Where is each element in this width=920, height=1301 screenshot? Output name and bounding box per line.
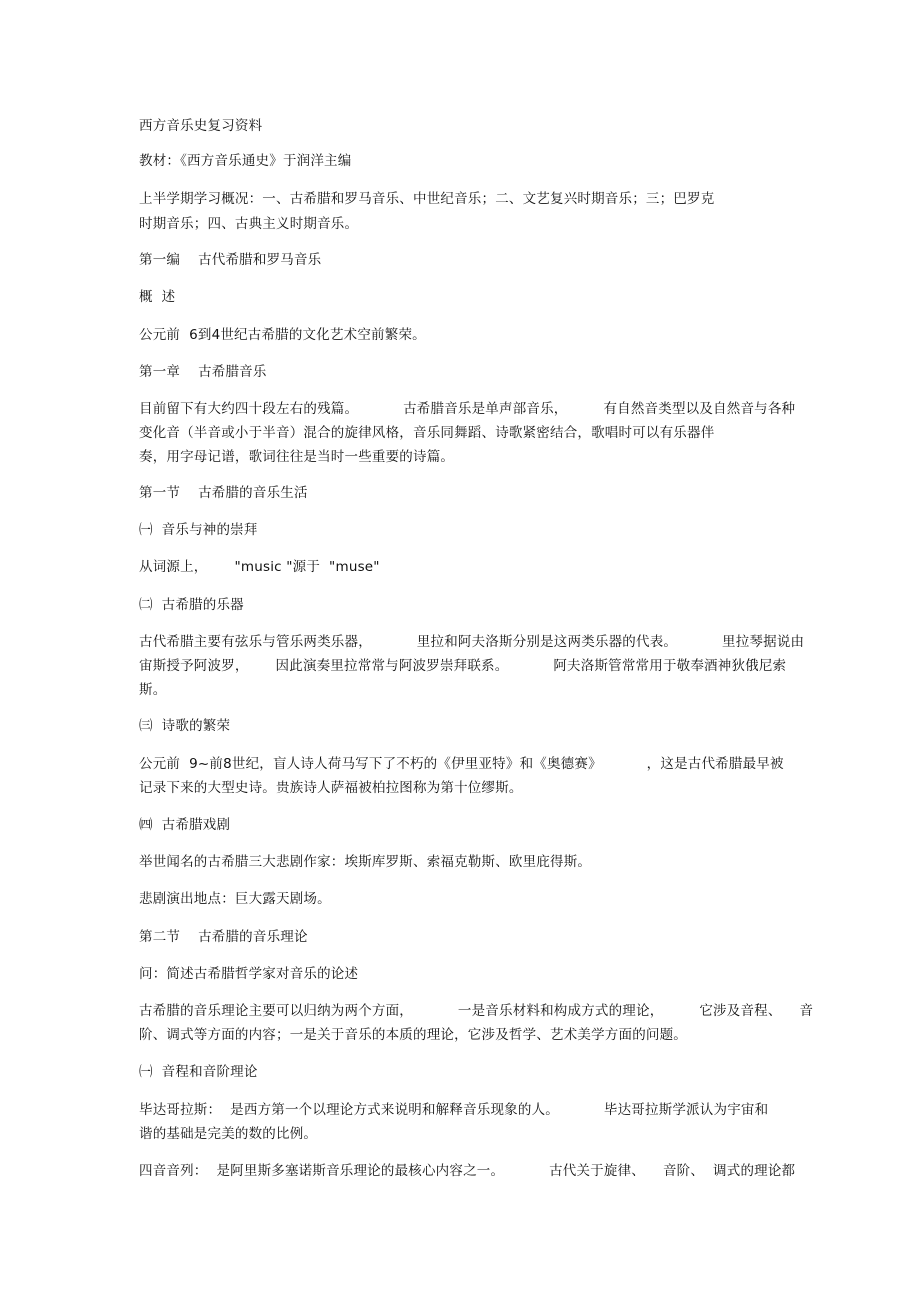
chapter1-line-3: 奏，用字母记谱，歌词往往是当时一些重要的诗篇。 bbox=[139, 449, 455, 465]
sub2-line-3: 斯。 bbox=[139, 682, 167, 698]
textbook-line: 教材：《西方音乐通史》于润洋主编 bbox=[139, 153, 352, 169]
summary-text: 公元前 6到4世纪古希腊的文化艺术空前繁荣。 bbox=[139, 327, 426, 343]
pythagoras-line-1: 毕达哥拉斯： 是西方第一个以理论方式来说明和解释音乐现象的人。 毕达哥拉斯学派认为宇宙和 bbox=[139, 1102, 769, 1118]
pythagoras-line-2: 谐的基础是完美的数的比例。 bbox=[139, 1126, 318, 1142]
question-line: 问：简述古希腊哲学家对音乐的论述 bbox=[139, 966, 359, 982]
sub3-line-2: 记录下来的大型史诗。贵族诗人萨福被柏拉图称为第十位缪斯。 bbox=[139, 780, 523, 796]
sub4-text-1: 举世闻名的古希腊三大悲剧作家：埃斯库罗斯、索福克勒斯、欧里庇得斯。 bbox=[139, 854, 592, 870]
sub2-line-2: 宙斯授予阿波罗， 因此演奏里拉常常与阿波罗崇拜联系。 阿夫洛斯管常常用于敬奉酒神狄俄尼索 bbox=[139, 658, 787, 674]
tetrachord-line: 四音音列： 是阿里斯多塞诺斯音乐理论的最核心内容之一。 古代关于旋律、 音阶、 调式的理论都 bbox=[139, 1163, 796, 1179]
sub2-heading: ㈡ 古希腊的乐器 bbox=[139, 597, 244, 613]
summary-heading: 概 述 bbox=[139, 289, 176, 305]
sub5-heading: ㈠ 音程和音阶理论 bbox=[139, 1064, 258, 1080]
overview-line-1: 上半学期学习概况：一、古希腊和罗马音乐、中世纪音乐；二、文艺复兴时期音乐；三；巴罗克 bbox=[139, 191, 715, 207]
theory-line-1: 古希腊的音乐理论主要可以归纳为两个方面， 一是音乐材料和构成方式的理论， 它涉及音程、 音 bbox=[139, 1003, 814, 1019]
chapter1-line-1: 目前留下有大约四十段左右的残篇。 古希腊音乐是单声部音乐， 有自然音类型以及自然音与各种 bbox=[139, 401, 796, 417]
overview-line-2: 时期音乐；四、古典主义时期音乐。 bbox=[139, 216, 359, 232]
chapter1-heading: 第一章 古希腊音乐 bbox=[139, 364, 267, 380]
part1-heading: 第一编 古代希腊和罗马音乐 bbox=[139, 252, 322, 268]
sub3-line-1: 公元前 9~前8世纪，盲人诗人荷马写下了不朽的《伊里亚特》和《奥德赛》 ，这是古代希腊最早被 bbox=[139, 756, 784, 772]
sub1-text: 从词源上， "music "源于 "muse" bbox=[139, 559, 380, 575]
sub4-text-2: 悲剧演出地点：巨大露天剧场。 bbox=[139, 891, 331, 907]
section2-heading: 第二节 古希腊的音乐理论 bbox=[139, 929, 308, 945]
sub2-line-1: 古代希腊主要有弦乐与管乐两类乐器， 里拉和阿夫洛斯分别是这两类乐器的代表。 里拉琴据说由 bbox=[139, 634, 805, 650]
section1-heading: 第一节 古希腊的音乐生活 bbox=[139, 485, 308, 501]
sub1-heading: ㈠ 音乐与神的崇拜 bbox=[139, 522, 258, 538]
chapter1-line-2: 变化音（半音或小于半音）混合的旋律风格，音乐同舞蹈、诗歌紧密结合，歌唱时可以有乐器伴 bbox=[139, 425, 715, 441]
sub3-heading: ㈢ 诗歌的繁荣 bbox=[139, 718, 231, 734]
theory-line-2: 阶、调式等方面的内容；一是关于音乐的本质的理论，它涉及哲学、艺术美学方面的问题。 bbox=[139, 1027, 687, 1043]
document-title: 西方音乐史复习资料 bbox=[139, 118, 263, 134]
sub4-heading: ㈣ 古希腊戏剧 bbox=[139, 817, 231, 833]
